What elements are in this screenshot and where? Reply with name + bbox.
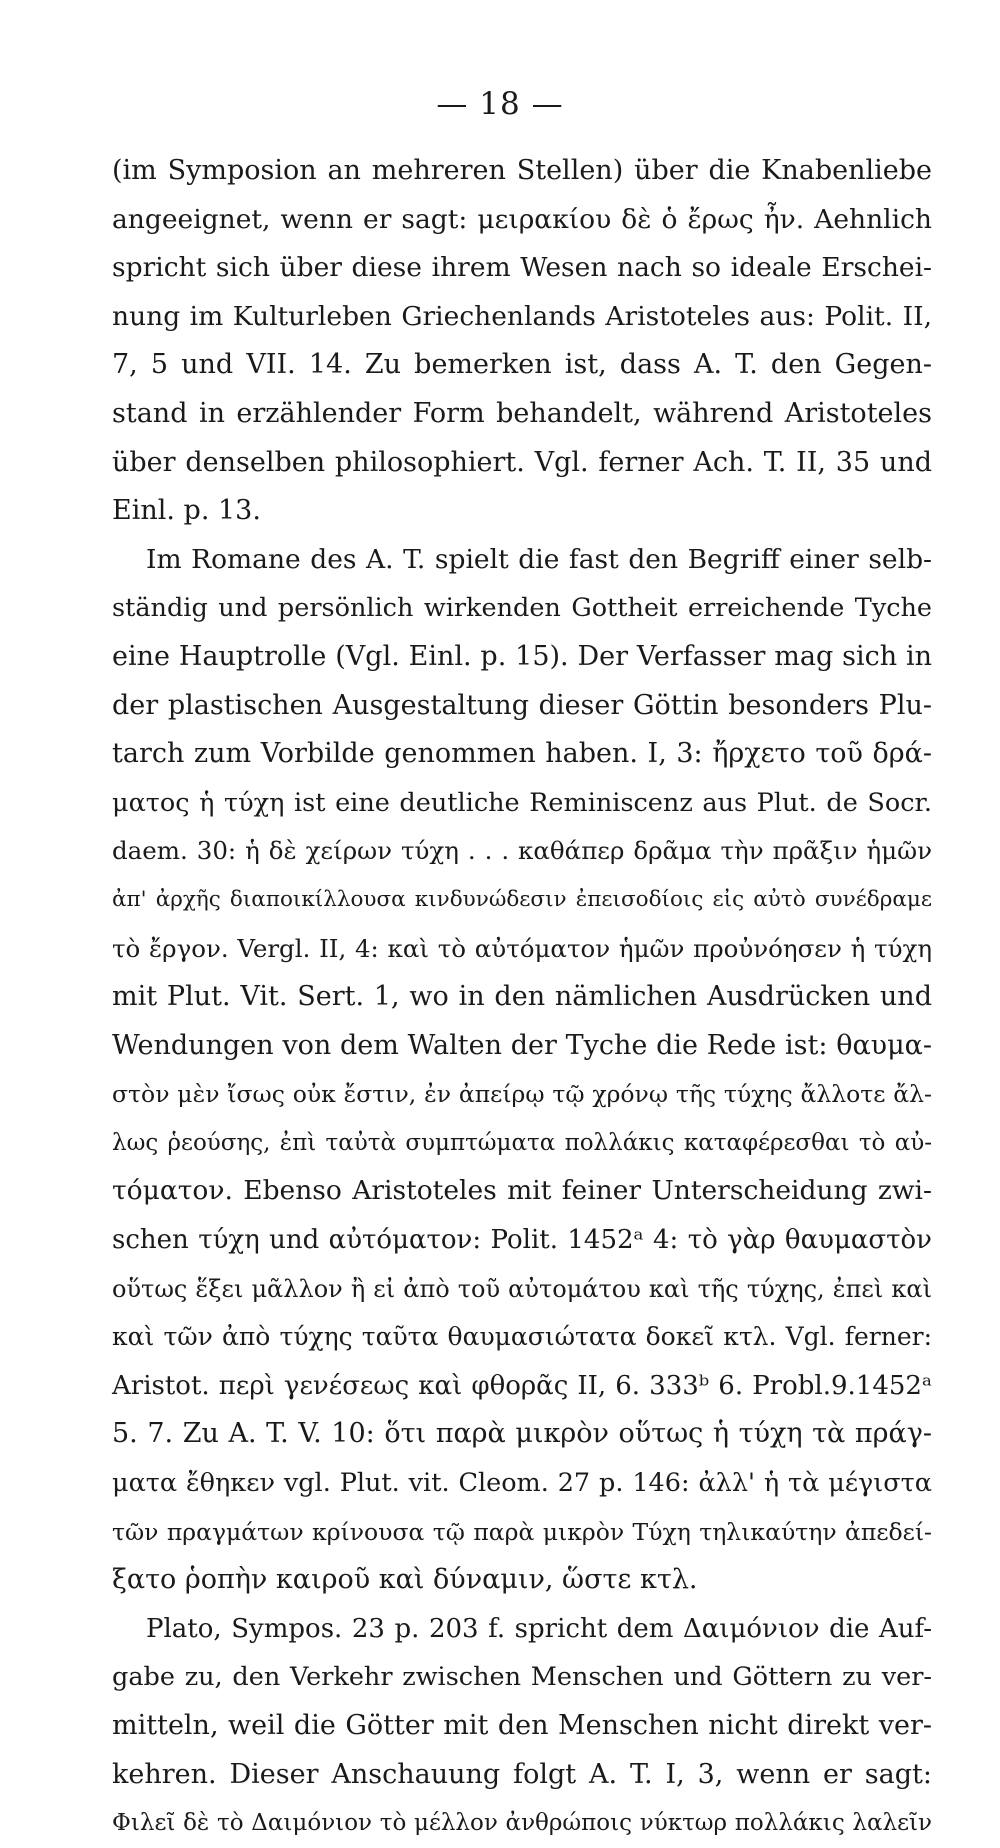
text-line: Im Romane des A. T. spielt die fast den Begriff einer selb- — [146, 543, 932, 575]
text-line: Wendungen von dem Walten der Tyche die Rede ist: θαυμα- — [112, 1029, 932, 1061]
text-line: der plastischen Ausgestaltung dieser Göttin besonders Plu- — [112, 689, 932, 721]
text-line: ματα ἔθηκεν vgl. Plut. vit. Cleom. 27 p. 146: ἀλλ' ἡ τὰ μέγιστα — [112, 1468, 932, 1499]
text-line: 5. 7. Zu A. T. V. 10: ὅτι παρὰ μικρὸν οὕτως ἡ τύχη τὰ πράγ- — [112, 1418, 932, 1450]
text-line: stand in erzählender Form behandelt, während Aristoteles — [112, 397, 932, 429]
text-line: über denselben philosophiert. Vgl. ferner Ach. T. II, 35 und — [112, 446, 932, 478]
text-line: daem. 30: ἡ δὲ χείρων τύχη . . . καθάπερ δρᾶμα τὴν πρᾶξιν ἡμῶν — [112, 836, 932, 866]
text-line: spricht sich über diese ihrem Wesen nach so ideale Erschei- — [112, 252, 932, 284]
text-line: (im Symposion an mehreren Stellen) über die Knabenliebe — [112, 155, 932, 186]
text-line: τὸ ἔργον. Vergl. II, 4: καὶ τὸ αὐτόματον ἡμῶν προὐνόησεν ἡ τύχη — [112, 933, 932, 963]
text-line: οὕτως ἕξει μᾶλλον ἢ εἰ ἀπὸ τοῦ αὐτομάτου καὶ τῆς τύχης, ἐπεὶ καὶ — [112, 1274, 932, 1303]
text-line: ξατο ῥοπὴν καιροῦ καὶ δύναμιν, ὥστε κτλ. — [112, 1564, 698, 1596]
text-line: Aristot. περὶ γενέσεως καὶ φθορᾶς II, 6. 333ᵇ 6. Probl.9.1452ᵃ — [112, 1370, 932, 1401]
text-line: mit Plut. Vit. Sert. 1, wo in den nämlichen Ausdrücken und — [112, 981, 932, 1013]
text-line: tarch zum Vorbilde genommen haben. I, 3: ἤρχετο τοῦ δρά- — [112, 738, 932, 770]
text-line: ständig und persönlich wirkenden Gottheit erreichende Tyche — [112, 593, 932, 624]
text-line: καὶ τῶν ἀπὸ τύχης ταῦτα θαυμασιώτατα δοκεῖ κτλ. Vgl. ferner: — [112, 1322, 932, 1352]
text-line: angeeignet, wenn er sagt: μειρακίου δὲ ὁ ἔρως ἦν. Aehnlich — [112, 203, 932, 235]
text-line: gabe zu, den Verkehr zwischen Menschen und Göttern zu ver- — [112, 1662, 932, 1693]
text-line: τόματον. Ebenso Aristoteles mit feiner Unterscheidung zwi- — [112, 1175, 932, 1207]
text-line: ἀπ' ἀρχῆς διαποικίλλουσα κινδυνώδεσιν ἐπεισοδίοις εἰς αὐτὸ συνέδραμε — [112, 886, 932, 912]
page-number: — 18 — — [436, 86, 564, 122]
text-line: 7, 5 und VII. 14. Zu bemerken ist, dass A. T. den Gegen- — [112, 349, 932, 381]
text-line: στὸν μὲν ἴσως οὐκ ἔστιν, ἐν ἀπείρῳ τῷ χρόνῳ τῆς τύχης ἄλλοτε ἄλ- — [112, 1080, 932, 1109]
text-line: schen τύχη und αὐτόματον: Polit. 1452ᵃ 4: τὸ γὰρ θαυμαστὸν — [112, 1225, 932, 1256]
text-line: eine Hauptrolle (Vgl. Einl. p. 15). Der Verfasser mag sich in — [112, 640, 932, 672]
text-line: λως ῥεούσης, ἐπὶ ταὐτὰ συμπτώματα πολλάκις καταφέρεσθαι τὸ αὐ- — [112, 1129, 932, 1156]
text-line: kehren. Dieser Anschauung folgt A. T. I, 3, wenn er sagt: — [112, 1758, 932, 1790]
text-line: τῶν πραγμάτων κρίνουσα τῷ παρὰ μικρὸν Τύχη τηλικαύτην ἀπεδεί- — [112, 1517, 932, 1546]
text-line: Φιλεῖ δὲ τὸ Δαιμόνιον τὸ μέλλον ἀνθρώποις νύκτωρ πολλάκις λαλεῖν — [112, 1810, 932, 1837]
body-text — [112, 147, 932, 1848]
text-line: nung im Kulturleben Griechenlands Aristoteles aus: Polit. II, — [112, 300, 932, 332]
text-line: ματος ἡ τύχη ist eine deutliche Reminiscenz aus Plut. de Socr. — [112, 787, 932, 818]
text-line: Einl. p. 13. — [112, 495, 261, 527]
text-line: mitteln, weil die Götter mit den Menschen nicht direkt ver- — [112, 1710, 932, 1741]
text-line: Plato, Sympos. 23 p. 203 f. spricht dem Δαιμόνιον die Auf- — [146, 1613, 932, 1644]
